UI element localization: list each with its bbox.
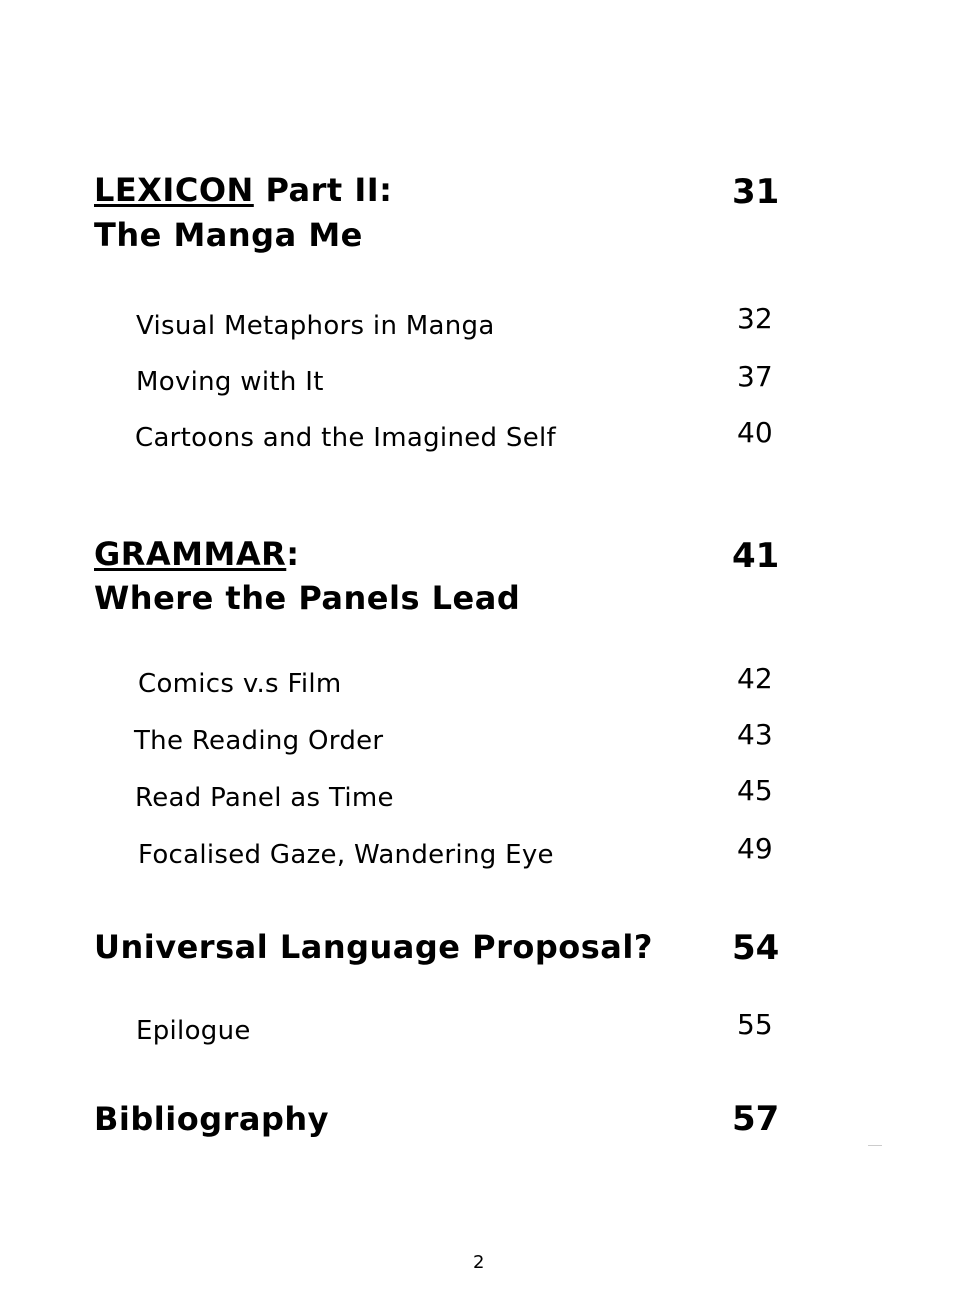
- section-heading-lexicon-underlined: LEXICON: [94, 171, 254, 209]
- section-heading-grammar-underlined: GRAMMAR: [94, 535, 287, 573]
- scan-mark: [868, 1145, 882, 1146]
- section-subtitle-lexicon: The Manga Me: [94, 216, 363, 254]
- toc-entry-epilogue: Epilogue: [136, 1016, 251, 1046]
- section-subtitle-grammar: Where the Panels Lead: [94, 579, 521, 617]
- section-heading-universal-language: Universal Language Proposal?: [94, 928, 653, 966]
- toc-page-reading-order: 43: [737, 718, 773, 751]
- toc-page-epilogue: 55: [737, 1008, 773, 1041]
- section-page-universal-language: 54: [732, 928, 780, 968]
- toc-page-comics-vs-film: 42: [737, 662, 773, 695]
- toc-entry-read-panel-as-time: Read Panel as Time: [135, 783, 394, 813]
- toc-page-focalised-gaze: 49: [737, 832, 773, 865]
- section-page-lexicon: 31: [732, 172, 780, 212]
- toc-page-visual-metaphors: 32: [737, 302, 773, 335]
- toc-entry-visual-metaphors: Visual Metaphors in Manga: [136, 311, 495, 341]
- toc-entry-comics-vs-film: Comics v.s Film: [138, 669, 342, 699]
- section-heading-lexicon-rest: Part II:: [253, 171, 393, 209]
- toc-page-read-panel-as-time: 45: [737, 774, 773, 807]
- section-heading-grammar-rest: :: [286, 535, 300, 573]
- section-heading-grammar: [94, 532, 300, 577]
- section-heading-bibliography: Bibliography: [94, 1100, 330, 1138]
- toc-entry-moving-with-it: Moving with It: [136, 367, 324, 397]
- toc-entry-cartoons: Cartoons and the Imagined Self: [135, 423, 556, 453]
- toc-entry-reading-order: The Reading Order: [134, 726, 384, 756]
- toc-page-cartoons: 40: [737, 416, 773, 449]
- section-page-bibliography: 57: [732, 1099, 780, 1139]
- page-number: 2: [473, 1252, 485, 1273]
- section-page-grammar: 41: [732, 536, 780, 576]
- toc-entry-focalised-gaze: Focalised Gaze, Wandering Eye: [138, 840, 554, 870]
- section-heading-lexicon: [94, 168, 392, 213]
- toc-page-moving-with-it: 37: [737, 360, 773, 393]
